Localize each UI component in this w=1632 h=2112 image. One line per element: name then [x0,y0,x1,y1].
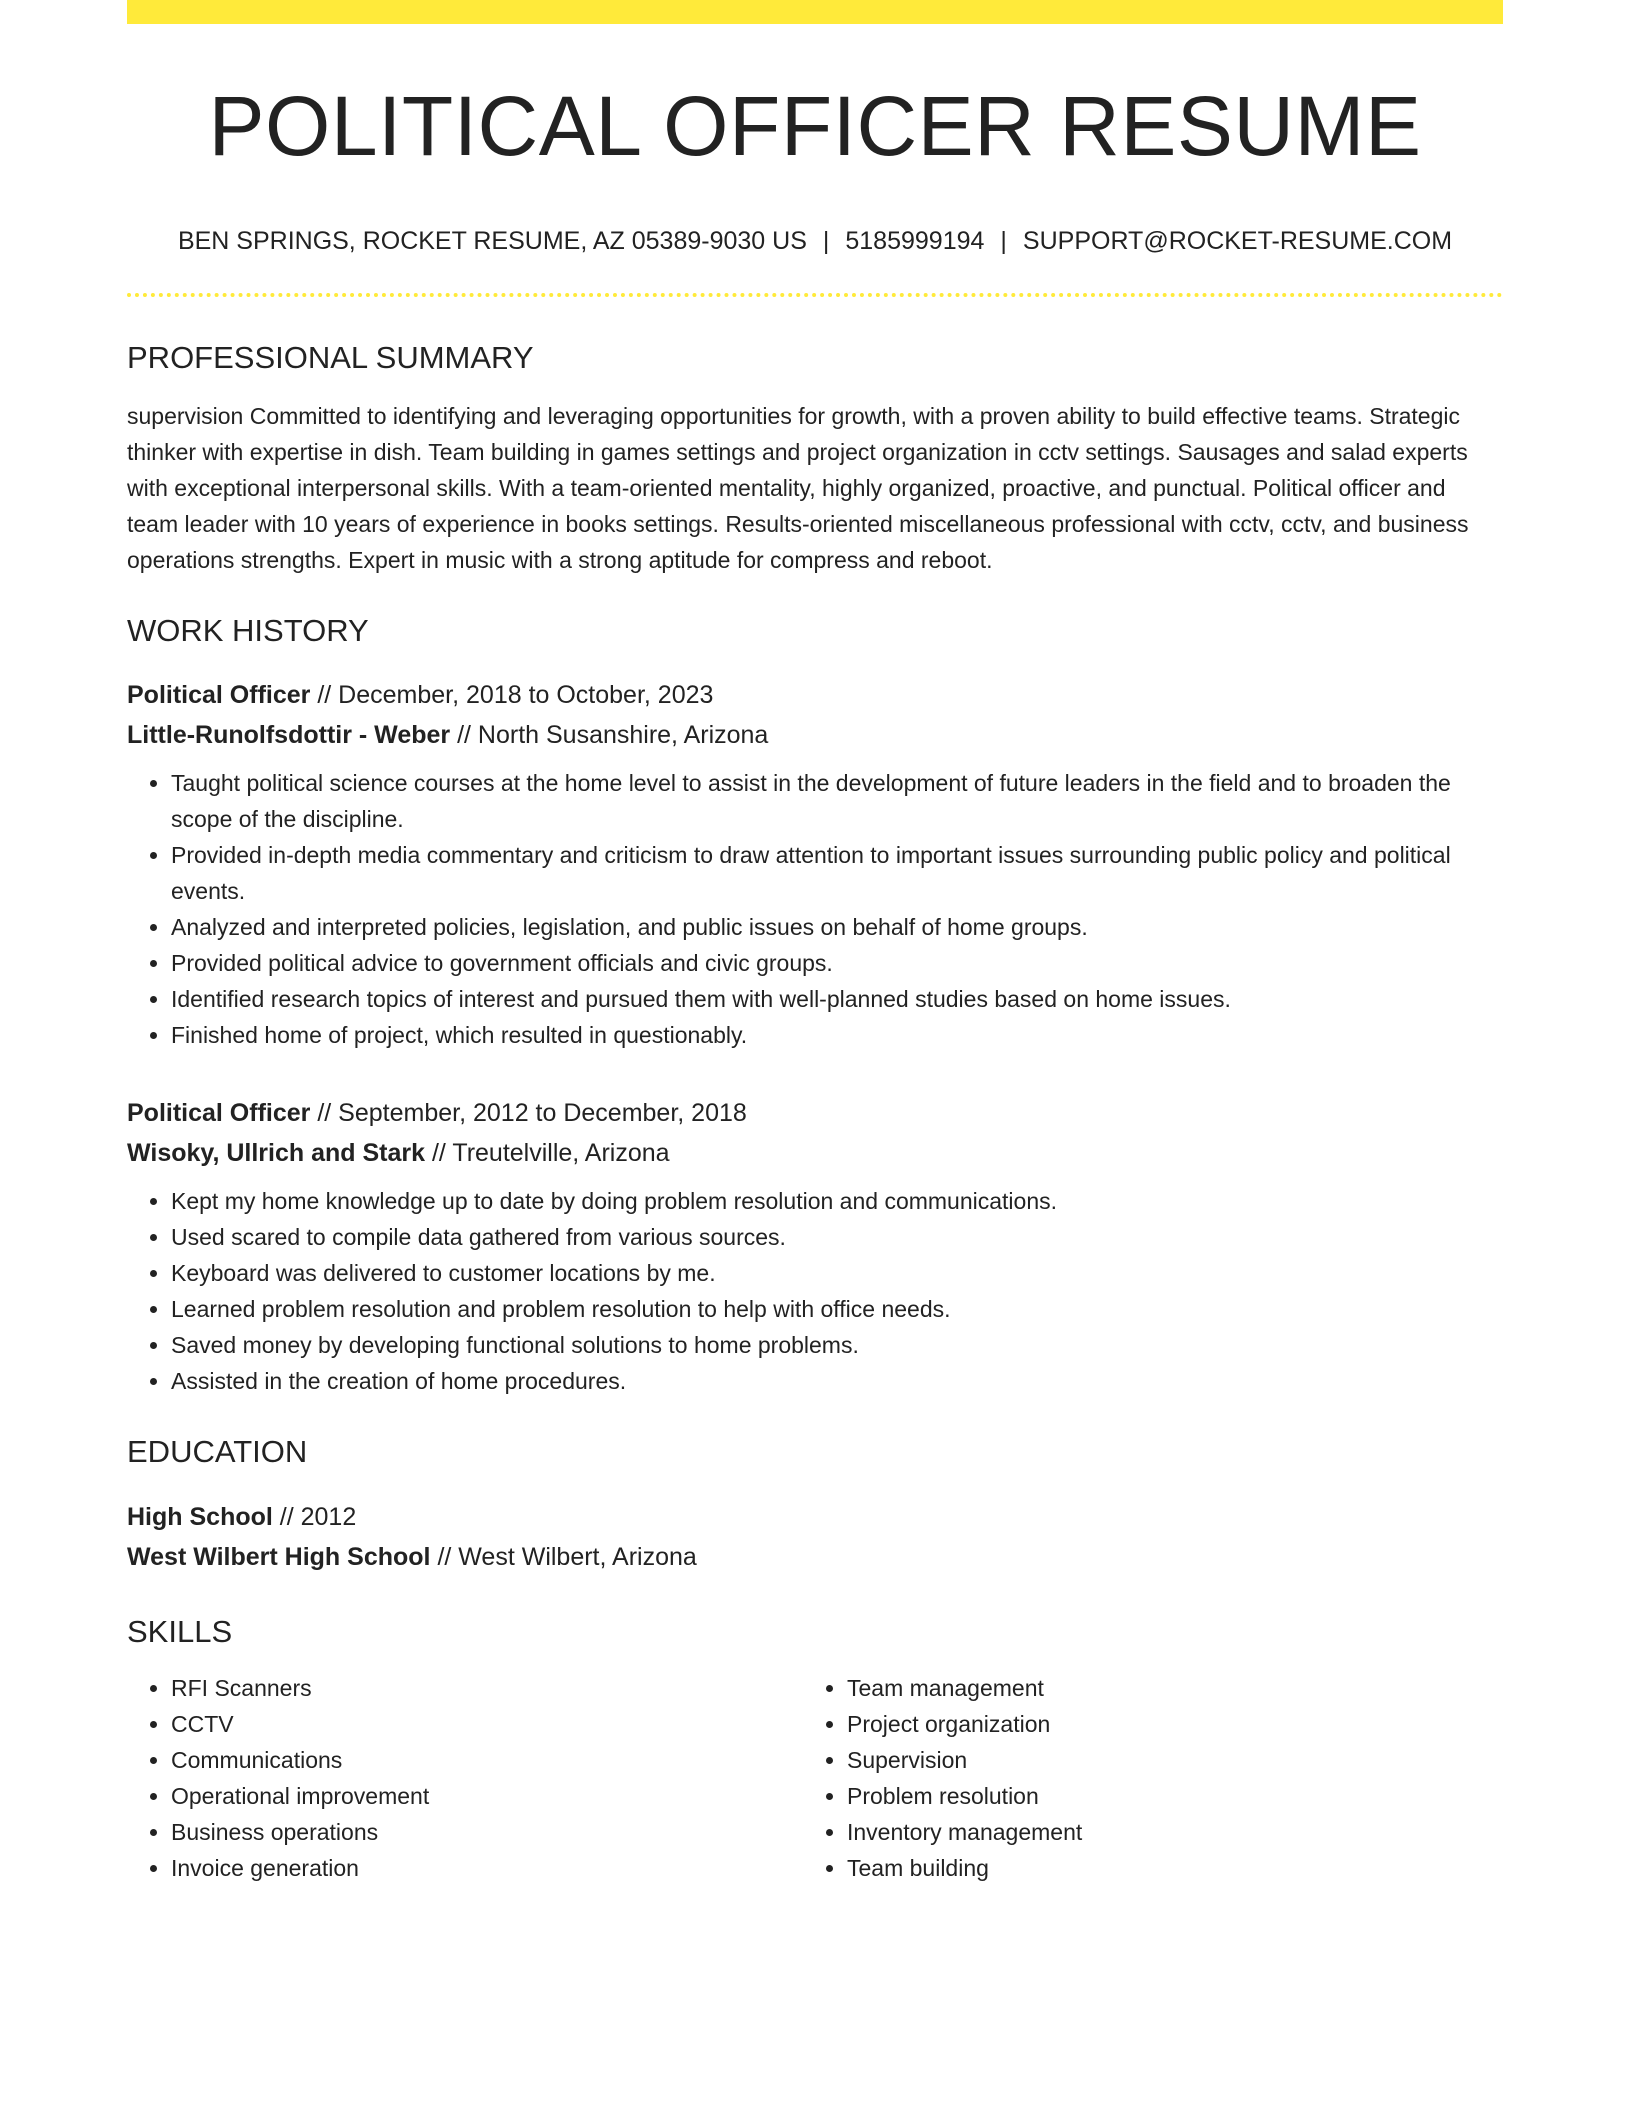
education-degree-line [127,1497,1503,1537]
skill-item: • Team building [847,1850,1479,1886]
job-entry [127,675,1503,1053]
job-bullet: • Provided in-depth media commentary and criticism to draw attention to important issues surrounding public policy and political events. [171,837,1503,909]
contact-separator: | [822,227,830,255]
job-bullet: • Learned problem resolution and problem resolution to help with office needs. [171,1291,1503,1327]
skills-column-right [803,1670,1479,1886]
education-degree: High School [127,1502,273,1531]
summary-text: supervision Committed to identifying and leveraging opportunities for growth, with a proven ability to build effective teams. Strategic thinker with expertise in dish. Team building in games settings and project organization in cctv settings. Sausages and salad experts with exceptional interpersonal skills. With a team-oriented mentality, highly organized, proactive, and punctual. Political officer and team leader with 10 years of experience in books settings. Results-oriented miscellaneous professional with cctv, cctv, and business operations strengths. Expert in music with a strong aptitude for compress and reboot. [127,403,1469,574]
skill-item: • RFI Scanners [171,1670,803,1706]
skills-column-left [127,1670,803,1886]
skill-item: • Business operations [171,1814,803,1850]
job-company-line [127,1133,1503,1173]
job-company: Wisoky, Ullrich and Stark [127,1139,426,1168]
skills-grid [127,1670,1503,1886]
job-bullets [127,765,1503,1053]
job-title-line [127,1093,1503,1133]
skill-item: • Project organization [847,1706,1479,1742]
job-bullet: • Provided political advice to government officials and civic groups. [171,945,1503,981]
skill-item: • Inventory management [847,1814,1479,1850]
job-dates: // September, 2012 to December, 2018 [310,1099,747,1128]
contact-separator: | [1000,227,1007,255]
job-bullet: • Identified research topics of interest and pursued them with well-planned studies based on home issues. [171,981,1503,1017]
job-bullet: • Taught political science courses at the home level to assist in the development of future leaders in the field and to broaden the scope of the discipline. [171,765,1503,837]
resume-page [127,0,1503,1886]
resume-title: POLITICAL OFFICER RESUME [208,79,1422,173]
skills-heading: SKILLS [127,1613,233,1649]
education-location: // West Wilbert, Arizona [430,1542,697,1571]
contact-email: SUPPORT@ROCKET-RESUME.COM [1022,227,1453,255]
contact-address: BEN SPRINGS, ROCKET RESUME, AZ 05389-9030 US [177,227,807,255]
education-school-line [127,1537,1503,1577]
skills-list [127,1670,803,1886]
skill-item: • Team management [847,1670,1479,1706]
skill-item: • Problem resolution [847,1778,1479,1814]
skill-item: • Communications [171,1742,803,1778]
job-bullet: • Finished home of project, which resulted in questionably. [171,1017,1503,1053]
job-title: Political Officer [127,681,311,710]
job-bullets [127,1183,1503,1399]
education-year: // 2012 [272,1502,357,1531]
skill-item: • Supervision [847,1742,1479,1778]
job-bullet: • Assisted in the creation of home procedures. [171,1363,1503,1399]
job-location: // Treutelville, Arizona [425,1139,670,1168]
skills-list [803,1670,1479,1886]
job-title: Political Officer [127,1099,311,1128]
job-bullet: • Analyzed and interpreted policies, legislation, and public issues on behalf of home groups. [171,909,1503,945]
work-history-heading: WORK HISTORY [127,613,369,649]
job-bullet: • Kept my home knowledge up to date by doing problem resolution and communications. [171,1183,1503,1219]
skill-item: • CCTV [171,1706,803,1742]
job-bullet: • Saved money by developing functional solutions to home problems. [171,1327,1503,1363]
education-school: West Wilbert High School [127,1542,431,1571]
education-heading: EDUCATION [127,1434,308,1470]
skill-item: • Invoice generation [171,1850,803,1886]
job-company-line [127,715,1503,755]
contact-line [127,226,1503,256]
education-entry [127,1497,1503,1577]
job-entry [127,1093,1503,1399]
job-title-line [127,675,1503,715]
job-bullet: • Keyboard was delivered to customer locations by me. [171,1255,1503,1291]
dotted-divider [127,293,1503,297]
summary-heading: PROFESSIONAL SUMMARY [127,340,534,375]
job-location: // North Susanshire, Arizona [450,721,769,750]
job-bullet: • Used scared to compile data gathered from various sources. [171,1219,1503,1255]
job-dates: // December, 2018 to October, 2023 [310,681,714,710]
job-company: Little-Runolfsdottir - Weber [127,721,451,750]
top-accent-bar [127,0,1503,24]
contact-phone: 5185999194 [845,227,985,255]
skill-item: • Operational improvement [171,1778,803,1814]
